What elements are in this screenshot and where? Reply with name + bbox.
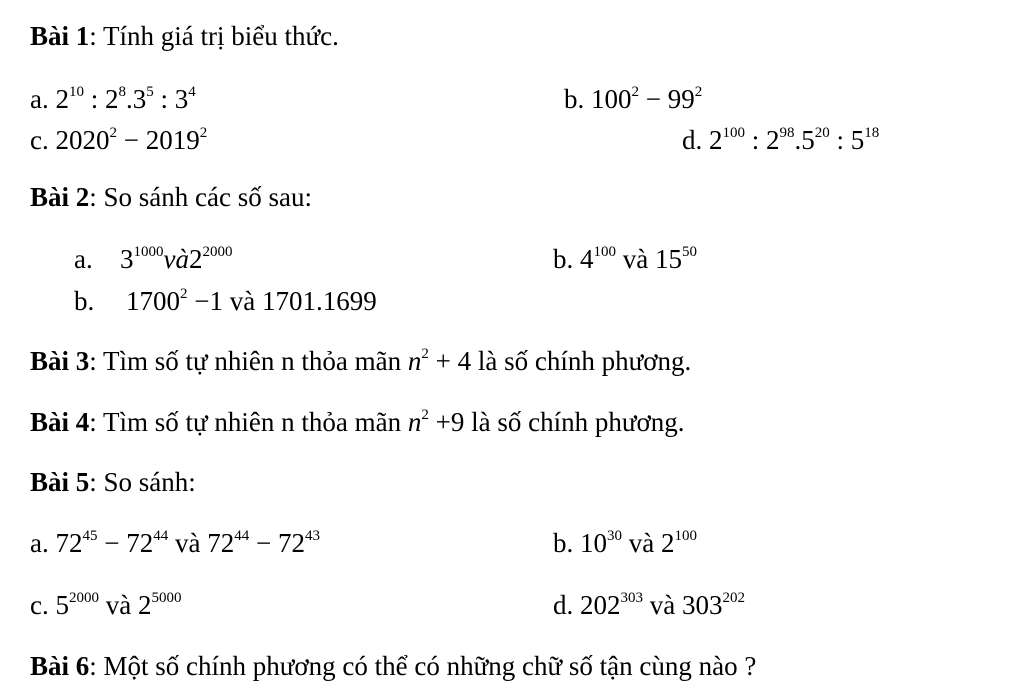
base: 2 — [137, 590, 152, 620]
bai6-label: Bài 6 — [30, 651, 90, 681]
base: 3 — [132, 84, 147, 114]
bai4-label: Bài 4 — [30, 407, 90, 437]
bai1-item-a — [30, 86, 196, 113]
base: 72 — [126, 528, 154, 558]
exponent: 5 — [146, 84, 154, 100]
bai6-text: : Một số chính phương có thể có những chữ số tận cùng nào ? — [89, 651, 757, 681]
exponent: 44 — [234, 528, 250, 544]
base: 10 — [580, 528, 607, 558]
exponent: 2 — [421, 346, 429, 362]
operator: . — [794, 125, 802, 155]
exponent: 2 — [631, 84, 639, 100]
exponent: 4 — [188, 84, 196, 100]
base: 303 — [681, 590, 723, 620]
operator: − — [97, 528, 127, 558]
bai2-item-c — [74, 288, 377, 315]
item-label: b. — [553, 244, 574, 274]
base: 2020 — [55, 125, 110, 155]
exponent: 2 — [421, 407, 429, 423]
base: 99 — [667, 84, 695, 114]
item-label: c. — [30, 125, 49, 155]
connector: và — [163, 244, 189, 274]
bai5-item-d — [553, 592, 745, 619]
exponent: 100 — [674, 528, 697, 544]
connector: và — [168, 528, 208, 558]
connector: và — [616, 244, 655, 274]
item-label: b. — [553, 528, 574, 558]
item-label: a. — [30, 528, 49, 558]
connector: và — [98, 590, 138, 620]
bai3-text-end: là số chính phương. — [471, 346, 692, 376]
base: 2 — [660, 528, 675, 558]
exponent: 202 — [722, 590, 745, 606]
item-label: a. — [30, 84, 49, 114]
bai1-item-d — [682, 127, 879, 154]
base: 1700 — [126, 286, 180, 316]
exponent: 44 — [153, 528, 169, 544]
variable: n — [407, 407, 422, 437]
base: 5 — [55, 590, 69, 620]
base: 2 — [766, 125, 780, 155]
exponent: 8 — [118, 84, 126, 100]
bai1-label: Bài 1 — [30, 21, 90, 51]
variable: n — [407, 346, 422, 376]
exponent: 5000 — [151, 590, 182, 606]
base: 15 — [654, 244, 682, 274]
exponent: 2 — [109, 125, 117, 141]
bai2-item-b — [553, 246, 697, 273]
base: 72 — [55, 528, 83, 558]
base: 72 — [277, 528, 305, 558]
exponent: 43 — [304, 528, 320, 544]
bai4-line — [30, 409, 685, 436]
item-label: b. — [564, 84, 585, 114]
operator: : — [829, 125, 851, 155]
bai5-text: : So sánh: — [89, 467, 196, 497]
bai4-text: : Tìm số tự nhiên n thỏa mãn — [89, 407, 408, 437]
operator: − — [249, 528, 278, 558]
exponent: 98 — [779, 125, 795, 141]
exponent: 2 — [199, 125, 208, 141]
bai1-text: : Tính giá trị biểu thức. — [89, 21, 339, 51]
operator: : — [153, 84, 175, 114]
bai1-item-c — [30, 127, 207, 154]
exponent: 18 — [864, 125, 880, 141]
exponent: 100 — [722, 125, 745, 141]
base: 2 — [188, 244, 203, 274]
exponent: 45 — [82, 528, 98, 544]
bai1-heading — [30, 23, 339, 50]
bai3-text: : Tìm số tự nhiên n thỏa mãn — [89, 346, 408, 376]
exponent: 1000 — [133, 244, 164, 260]
bai3-line — [30, 348, 691, 375]
operator: : — [745, 125, 767, 155]
bai2-heading — [30, 184, 312, 211]
connector: và — [643, 590, 682, 620]
base: 100 — [591, 84, 632, 114]
base: 3 — [174, 84, 189, 114]
exponent: 2 — [180, 286, 188, 302]
base: 5 — [801, 125, 815, 155]
exponent: 2 — [694, 84, 703, 100]
exponent: 2000 — [68, 590, 99, 606]
item-label: b. — [74, 286, 95, 316]
base: 2 — [55, 84, 69, 114]
exponent: 30 — [607, 528, 622, 544]
bai5-item-b — [553, 530, 697, 557]
item-label: a. — [74, 244, 93, 274]
bai5-label: Bài 5 — [30, 467, 90, 497]
exponent: 100 — [593, 244, 616, 260]
item-label: c. — [30, 590, 49, 620]
expression-rest: −1 và 1701.1699 — [187, 286, 377, 316]
item-label: d. — [553, 590, 574, 620]
operator: . — [126, 84, 133, 114]
exponent: 50 — [681, 244, 697, 260]
connector: và — [622, 528, 661, 558]
operator: : — [83, 84, 105, 114]
bai2-text: : So sánh các số sau: — [89, 182, 312, 212]
base: 3 — [120, 244, 134, 274]
base: 2 — [709, 125, 723, 155]
base: 2019 — [145, 125, 200, 155]
base: 202 — [580, 590, 621, 620]
base: 4 — [580, 244, 594, 274]
operator: − — [116, 125, 146, 155]
base: 72 — [207, 528, 235, 558]
exponent: 303 — [620, 590, 643, 606]
expression: +9 — [428, 407, 465, 437]
base: 2 — [105, 84, 119, 114]
exponent: 20 — [814, 125, 830, 141]
bai5-item-c — [30, 592, 181, 619]
bai2-item-a — [74, 246, 232, 273]
bai5-item-a — [30, 530, 320, 557]
bai4-text-end: là số chính phương. — [464, 407, 685, 437]
bai1-item-b — [564, 86, 702, 113]
bai5-heading — [30, 469, 196, 496]
base: 5 — [850, 125, 865, 155]
expression: + 4 — [428, 346, 472, 376]
operator: − — [639, 84, 668, 114]
bai6-line — [30, 653, 756, 680]
bai2-label: Bài 2 — [30, 182, 90, 212]
exponent: 10 — [68, 84, 84, 100]
item-label: d. — [682, 125, 703, 155]
exponent: 2000 — [202, 244, 233, 260]
bai3-label: Bài 3 — [30, 346, 90, 376]
